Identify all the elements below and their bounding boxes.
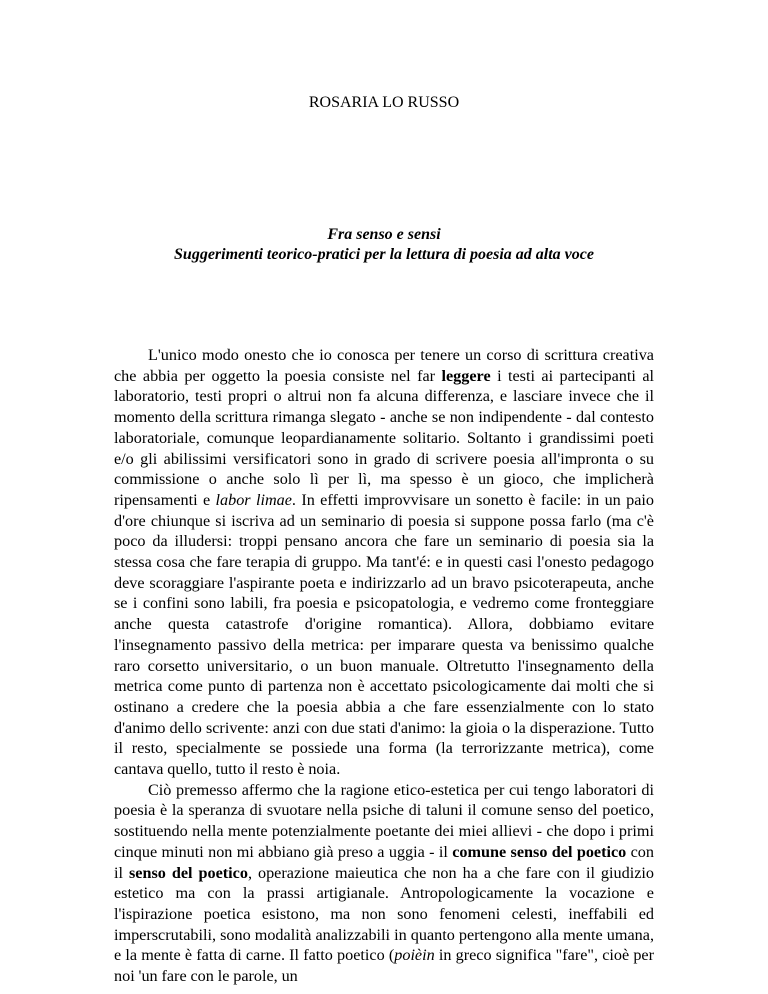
emphasis-senso-poetico: senso del poetico xyxy=(128,863,248,882)
title-subtitle: Suggerimenti teorico-pratici per la lettura di poesia ad alta voce xyxy=(174,246,594,263)
paragraph-2-text-a: Ciò premesso affermo che la ragione etico-estetica per cui tengo laboratori di poesia è la speranza di svuotare nella psiche di taluni il comune senso del poetico, sostituendo nella mente potenzialmente poetante dei miei allievi - che dopo i primi cinque minuti non mi abbiano già preso a uggia - il xyxy=(114,780,654,861)
paragraph-1-text-b: i testi ai partecipanti al laboratorio, testi propri o altrui non fa alcuna differenza, e lasciare invece che il momento della scrittura rimanga slegato - anche se non indipendente - dal contesto laboratoriale, comunque leopardianamente solitario. Soltanto i grandissimi poeti e/o gli abilissimi versificatori sono in grado di scrivere poesia all'impronta o su commissione o anche solo lì per lì, ma spesso è un gioco, che implicherà ripensamenti e xyxy=(114,366,654,509)
paragraph-2-text-c: , operazione maieutica che non ha a che fare con il giudizio estetico ma con la prassi artigianale. Antropologicamente la vocazione e l'ispirazione poetica esistono, ma non sono fenomeni celesti, ineffabili ed imperscrutabili, sono modalità analizzabili in quanto pertengono alla mente umana, e la mente è fatta di carne. Il fatto poetico ( xyxy=(114,863,654,965)
document-title xyxy=(0,225,768,265)
author-name: ROSARIA LO RUSSO xyxy=(308,94,460,111)
title-main: Fra senso e sensi xyxy=(327,226,441,243)
emphasis-leggere: leggere xyxy=(441,366,491,385)
paragraph-1 xyxy=(114,345,654,780)
emphasis-comune-senso: comune senso del poetico xyxy=(452,842,627,861)
emphasis-poiein: poièin xyxy=(394,946,435,965)
paragraph-2-text-d: in greco significa "fare", cioè per noi 'un fare con le parole, un xyxy=(114,946,655,986)
paragraph-1-text-a: L'unico modo onesto che io conosca per tenere un corso di scrittura creativa che abbia per oggetto la poesia consiste nel far xyxy=(114,346,654,385)
paragraph-2-text-b: con il xyxy=(114,842,654,882)
body-text xyxy=(114,345,654,987)
paragraph-1-text-c: . In effetti improvvisare un sonetto è facile: in un paio d'ore chiunque si iscriva ad un seminario di poesia si suppone possa farlo (ma c'è poco da illudersi: troppi pensano ancora che fare un seminario di poesia sia la stessa cosa che fare terapia di gruppo. Ma tant'é: e in questi casi l'onesto pedagogo deve scoraggiare l'aspirante poeta e indirizzarlo ad un bravo psicoterapeuta, anche se i confini sono labili, fra poesia e psicopatologia, e vedremo come fronteggiare anche questa catastrofe d'origine romantica). Allora, dobbiamo evitare l'insegnamento passivo della metrica: per imparare questa va benissimo qualche raro corsetto universitario, o un buon manuale. Oltretutto l'insegnamento della metrica come punto di partenza non è accettato psicologicamente dai molti che si ostinano a credere che la poesia abbia a che fare essenzialmente con lo stato d'animo dello scrivente: anzi con due stati d'animo: la gioia o la disperazione. Tutto il resto, specialmente se possiede una forma (la terrorizzante metrica), come cantava quello, tutto il resto è noia. xyxy=(114,490,654,779)
emphasis-labor-limae: labor limae xyxy=(215,490,292,509)
paragraph-2 xyxy=(114,780,654,987)
